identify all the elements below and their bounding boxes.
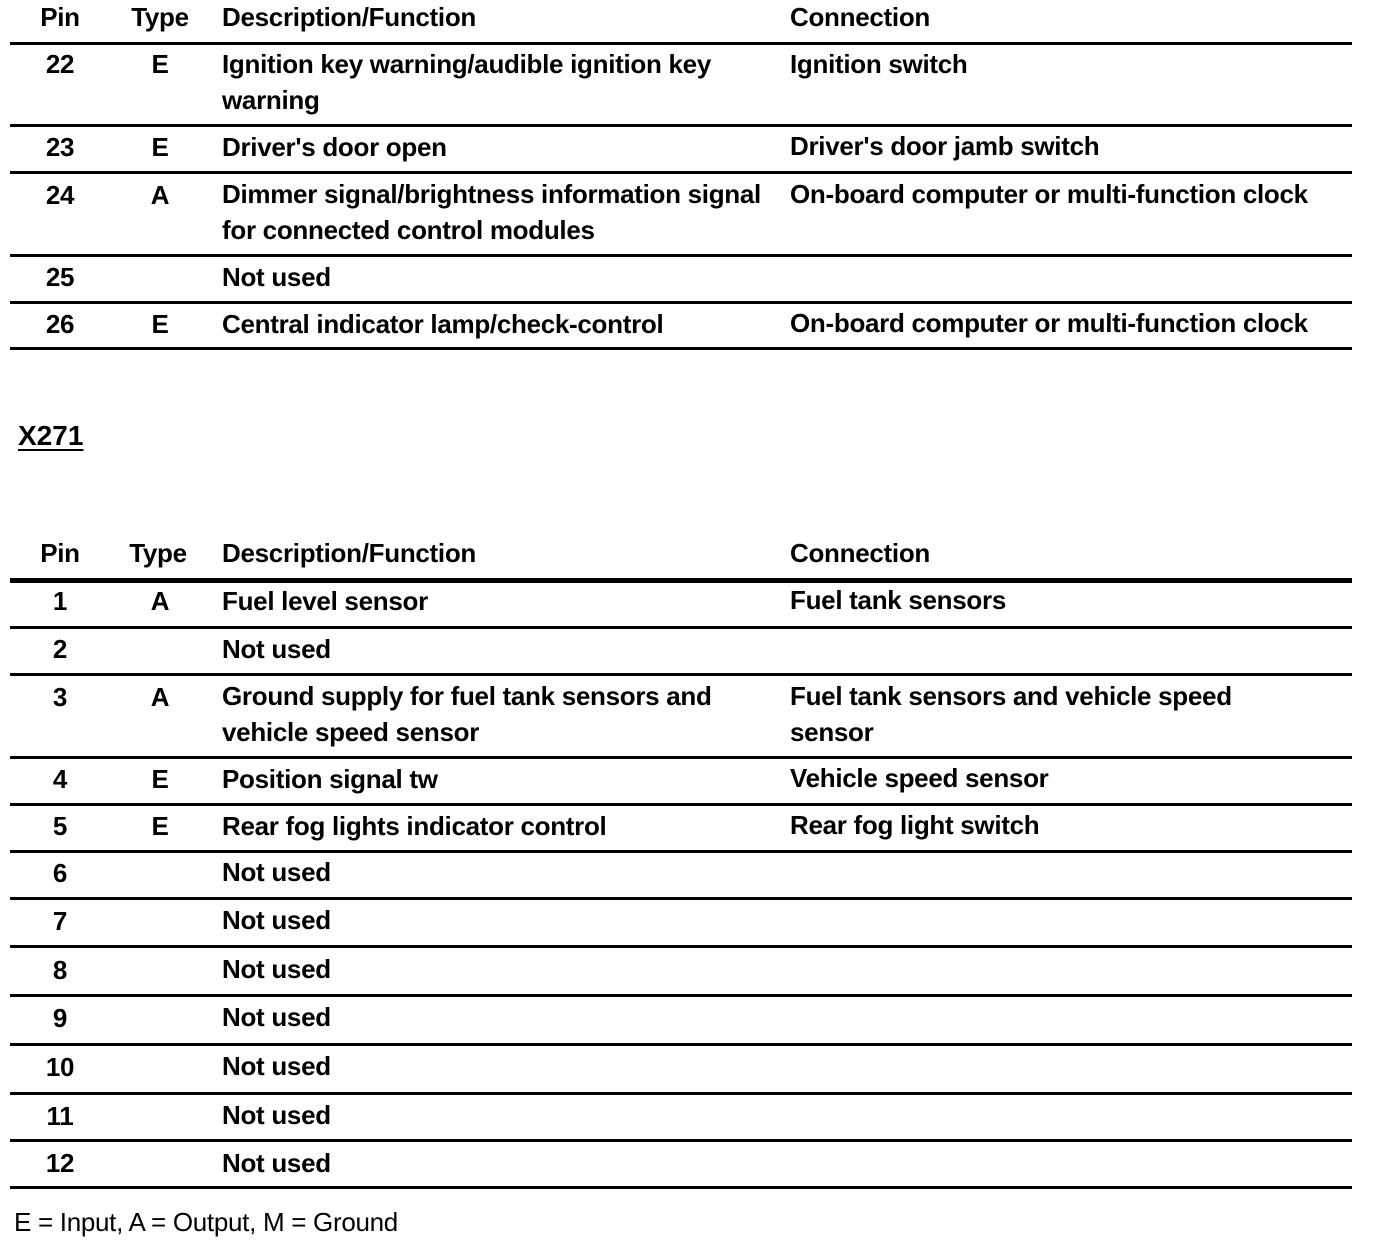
type-cell: E (151, 49, 169, 79)
table-bottom-rule (10, 1186, 1352, 1189)
row-divider (10, 756, 1352, 759)
connection-cell: Ignition switch (790, 49, 968, 79)
type-cell: E (151, 132, 169, 162)
row-divider (10, 897, 1352, 900)
connection-cell: Vehicle speed sensor (790, 763, 1049, 793)
header-connection: Connection (790, 538, 930, 568)
type-cell: A (150, 682, 170, 712)
section-heading-x271: X271 (18, 420, 84, 451)
legend-note: E = Input, A = Output, M = Ground (14, 1207, 398, 1237)
pin-cell: 3 (52, 682, 68, 712)
row-divider (10, 994, 1352, 997)
row-divider (10, 301, 1352, 304)
description-line: Not used (222, 262, 331, 292)
row-divider (10, 803, 1352, 806)
connection-cell: On-board computer or multi-function clock (790, 179, 1308, 209)
row-divider (10, 254, 1352, 257)
description-line: Ignition key warning/audible ignition key (222, 49, 711, 79)
description-line: warning (222, 85, 320, 115)
pin-cell: 11 (46, 1101, 74, 1131)
header-description: Description/Function (222, 2, 477, 32)
pin-cell: 24 (45, 180, 75, 210)
pin-cell: 7 (52, 906, 68, 936)
row-divider (10, 171, 1352, 174)
connection-cell: Rear fog light switch (790, 810, 1040, 840)
header-divider (10, 42, 1352, 45)
pin-cell: 26 (45, 309, 75, 339)
connection-cell: On-board computer or multi-function clock (790, 308, 1308, 338)
description-line: Not used (222, 1002, 331, 1032)
type-cell: A (150, 180, 170, 210)
header-pin: Pin (40, 2, 80, 32)
description-line: Rear fog lights indicator control (222, 811, 607, 841)
description-line: Not used (222, 857, 331, 887)
type-cell: A (150, 586, 170, 616)
pin-cell: 12 (45, 1148, 75, 1178)
row-divider (10, 1092, 1352, 1095)
header-pin: Pin (40, 538, 80, 568)
connection-cell: Fuel tank sensors (790, 585, 1006, 615)
header-type: Type (131, 2, 189, 32)
pin-cell: 9 (52, 1003, 68, 1033)
type-cell: E (151, 811, 169, 841)
description-line: Fuel level sensor (222, 586, 428, 616)
row-divider (10, 1043, 1352, 1046)
pin-cell: 10 (45, 1052, 75, 1082)
description-line: Central indicator lamp/check-control (222, 309, 664, 339)
description-line: Not used (222, 1148, 331, 1178)
connection-cell: Driver's door jamb switch (790, 131, 1100, 161)
description-line: Dimmer signal/brightness information signal (222, 179, 761, 209)
pin-cell: 22 (45, 49, 75, 79)
header-connection: Connection (790, 2, 930, 32)
pin-cell: 1 (52, 586, 68, 616)
pin-cell: 23 (45, 132, 75, 162)
pin-cell: 2 (52, 634, 68, 664)
type-cell: E (151, 309, 169, 339)
description-line: Not used (222, 1100, 331, 1130)
row-divider (10, 850, 1352, 853)
row-divider (10, 945, 1352, 948)
header-type: Type (129, 538, 187, 568)
description-line: Not used (222, 954, 331, 984)
row-divider (10, 1139, 1352, 1142)
description-line: Not used (222, 634, 331, 664)
pin-cell: 5 (52, 811, 68, 841)
connection-line: Fuel tank sensors and vehicle speed (790, 681, 1232, 711)
pin-cell: 8 (52, 955, 68, 985)
table-bottom-rule (10, 347, 1352, 350)
description-line: Not used (222, 1051, 331, 1081)
description-line: Driver's door open (222, 132, 447, 162)
type-cell: E (151, 764, 169, 794)
pin-cell: 4 (52, 764, 68, 794)
row-divider (10, 673, 1352, 676)
row-divider (10, 626, 1352, 629)
connection-line: sensor (790, 717, 874, 747)
pin-cell: 6 (52, 858, 68, 888)
description-line: Ground supply for fuel tank sensors and (222, 681, 712, 711)
description-line: vehicle speed sensor (222, 717, 480, 747)
description-line: Not used (222, 905, 331, 935)
description-line: for connected control modules (222, 215, 595, 245)
header-description: Description/Function (222, 538, 477, 568)
row-divider (10, 124, 1352, 127)
header-divider (10, 578, 1352, 583)
pin-cell: 25 (45, 262, 75, 292)
description-line: Position signal tw (222, 764, 438, 794)
